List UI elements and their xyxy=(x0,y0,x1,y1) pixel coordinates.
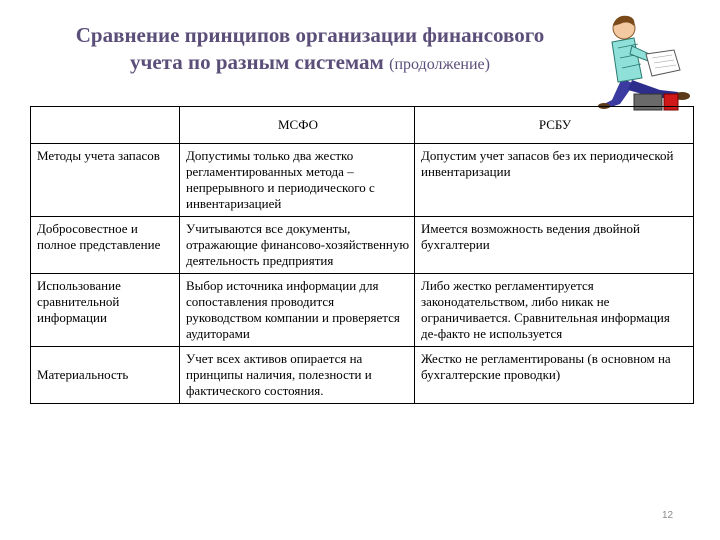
comparison-table xyxy=(30,106,694,404)
title-line-2-main: учета по разным системам xyxy=(130,50,384,74)
ras-cell: Допустим учет запасов без их периодической инвентаризации xyxy=(415,144,694,217)
table-row xyxy=(31,274,694,347)
title-line-2 xyxy=(30,49,590,78)
title-subtitle: (продолжение) xyxy=(389,56,490,73)
page-number: 12 xyxy=(662,510,674,521)
ifrs-cell: Выбор источника информации для сопоставления проводится руководством компании и проверяется аудиторами xyxy=(180,274,415,347)
criterion-cell: Использование сравнительной информации xyxy=(31,274,180,347)
criterion-cell: Материальность xyxy=(31,347,180,404)
ifrs-cell: Учет всех активов опирается на принципы наличия, полезности и фактического состояния. xyxy=(180,347,415,404)
table-header-row xyxy=(31,107,694,144)
man-shirt xyxy=(612,38,642,82)
ras-cell: Жестко не регламентированы (в основном на бухгалтерские проводки) xyxy=(415,347,694,404)
header-cell-ifrs: МСФО xyxy=(180,107,415,144)
table-row xyxy=(31,144,694,217)
ifrs-cell: Учитываются все документы, отражающие финансово-хозяйственную деятельность предприятия xyxy=(180,217,415,274)
table-row xyxy=(31,217,694,274)
criterion-cell: Методы учета запасов xyxy=(31,144,180,217)
ras-cell: Имеется возможность ведения двойной бухгалтерии xyxy=(415,217,694,274)
ifrs-cell: Допустимы только два жестко регламентированных метода – непрерывного и периодического с инвентаризацией xyxy=(180,144,415,217)
header-cell-ras: РСБУ xyxy=(415,107,694,144)
criterion-cell: Добросовестное и полное представление xyxy=(31,217,180,274)
man-reading-illustration xyxy=(582,8,702,120)
header-cell-empty xyxy=(31,107,180,144)
table-row xyxy=(31,347,694,404)
slide-title xyxy=(30,22,590,78)
title-line-1: Сравнение принципов организации финансового xyxy=(75,23,545,47)
man-leg-left xyxy=(604,78,634,108)
ras-cell: Либо жестко регламентируется законодательством, либо никак не ограничивается. Сравнительная информация де-факто не используется xyxy=(415,274,694,347)
paper-sheet xyxy=(646,50,680,76)
